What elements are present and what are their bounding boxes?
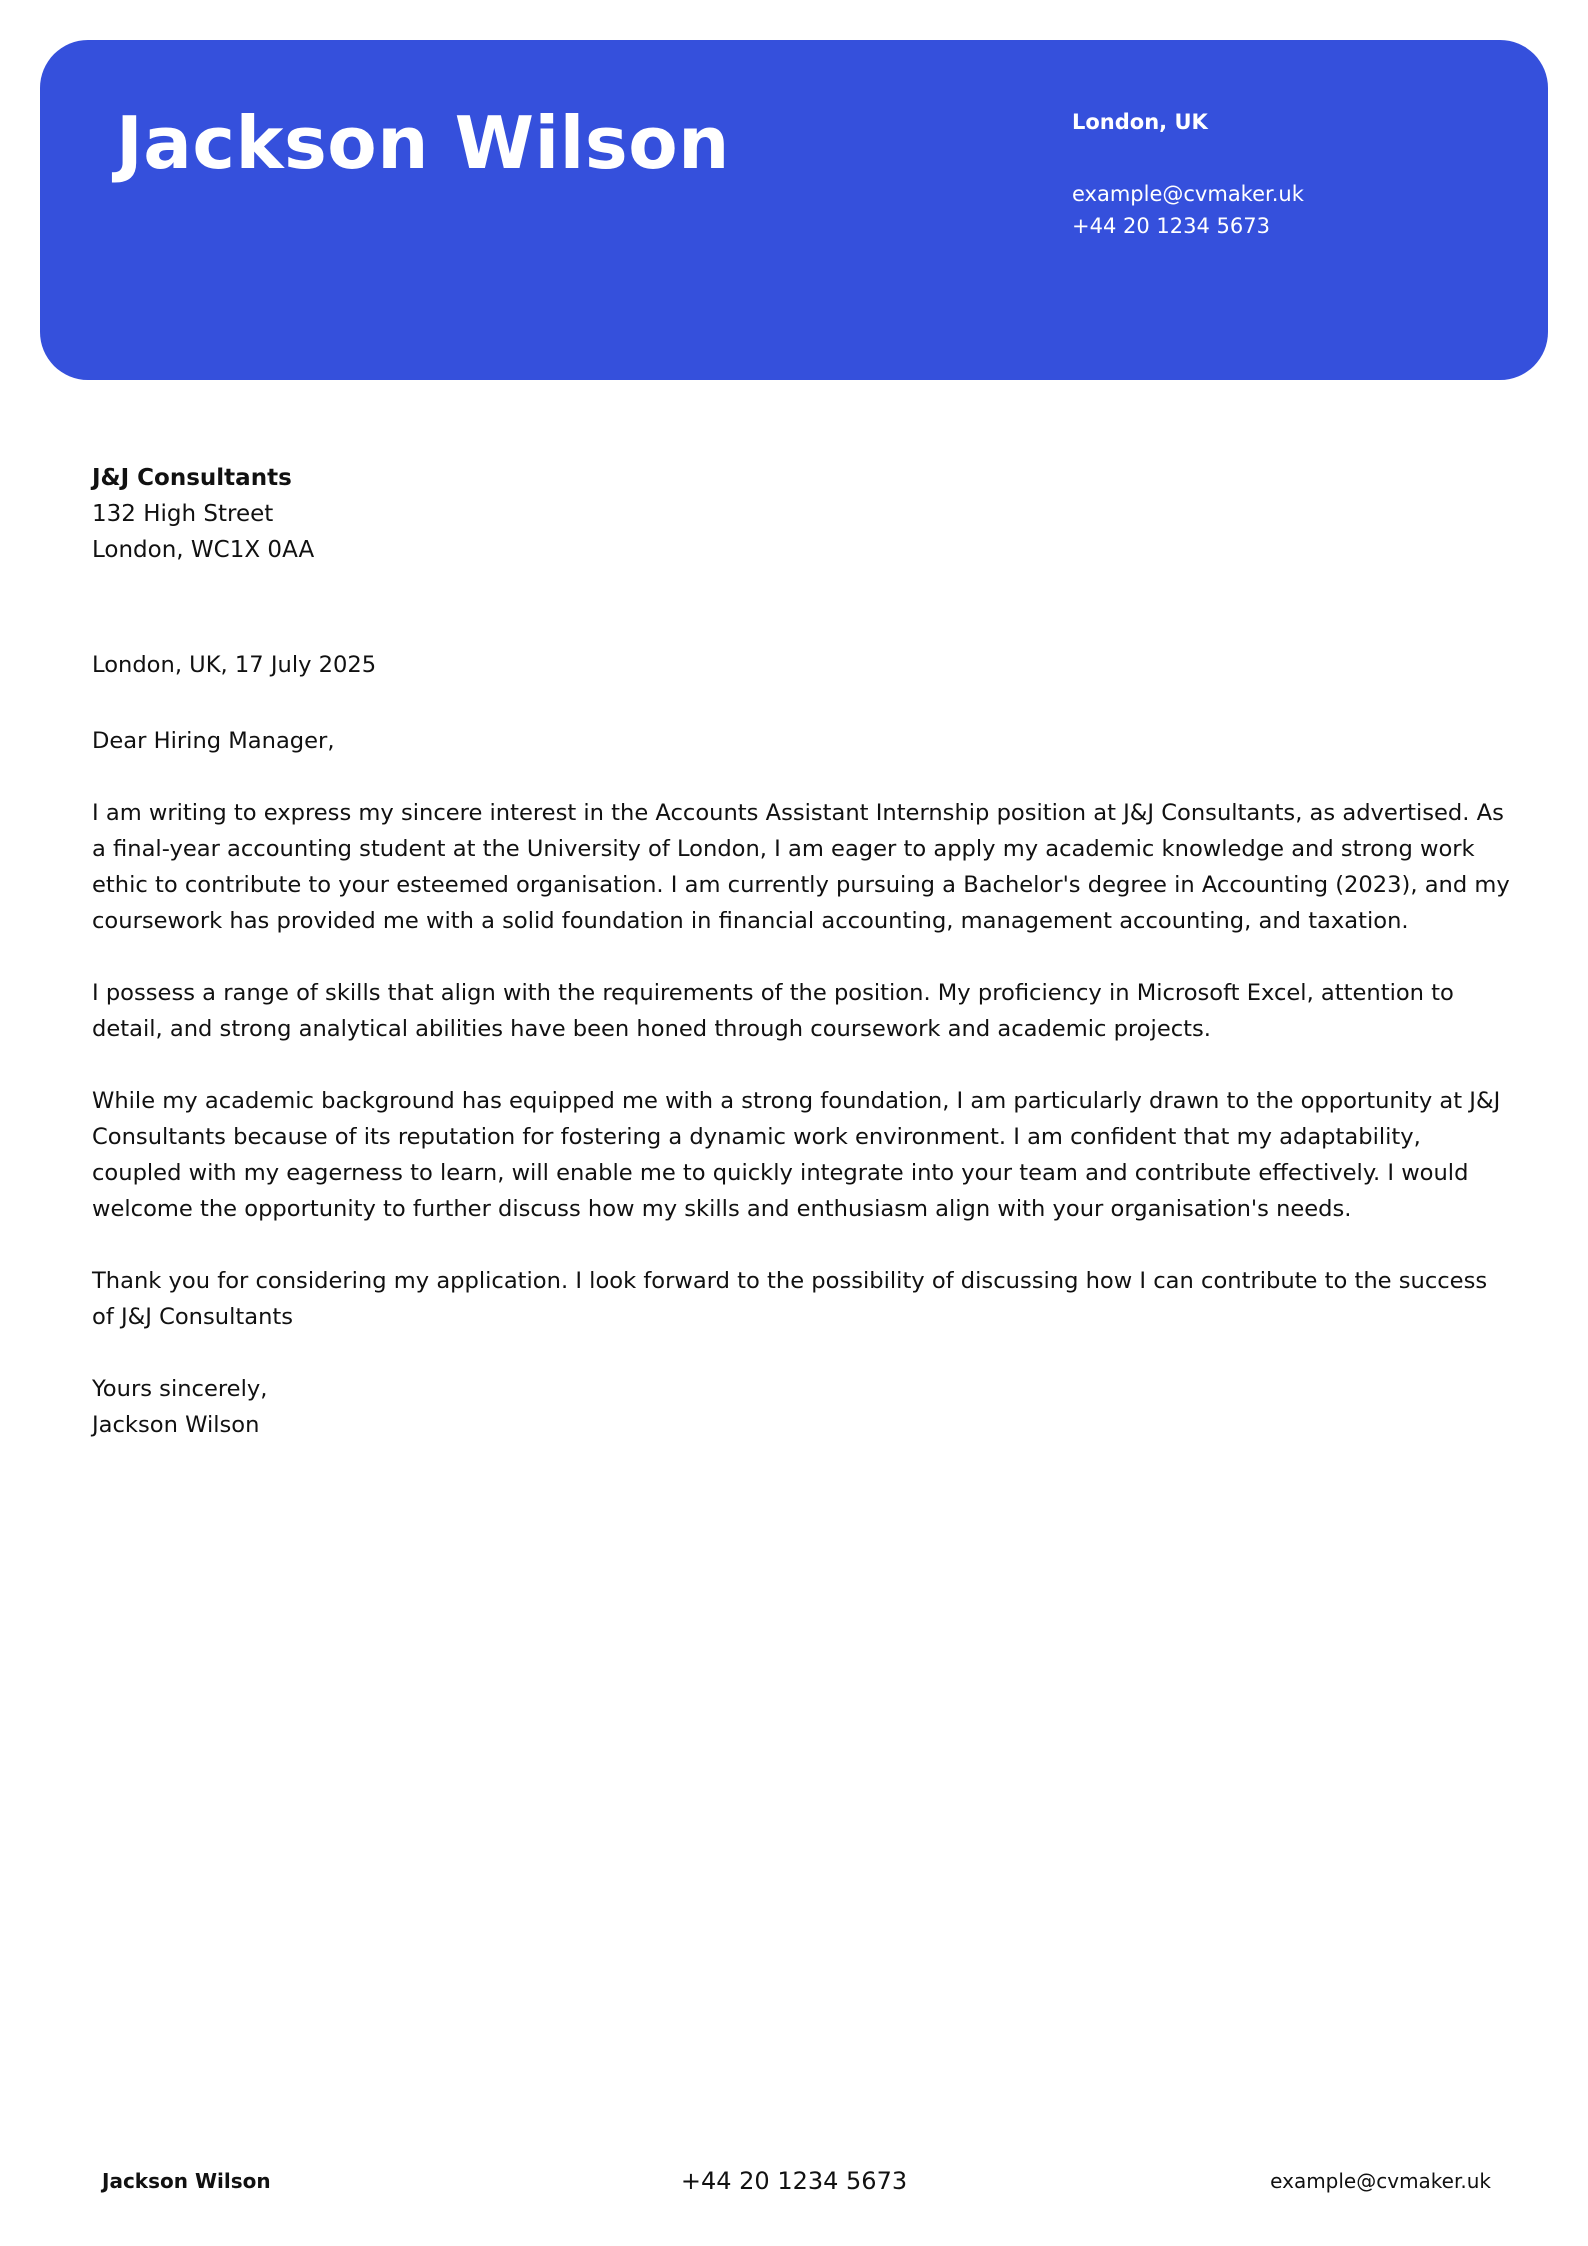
footer-email: example@cvmaker.uk bbox=[1270, 2169, 1491, 2193]
letter-salutation: Dear Hiring Manager, bbox=[92, 728, 335, 754]
header-email: example@cvmaker.uk bbox=[1072, 182, 1304, 206]
letter-paragraph: I possess a range of skills that align with the requirements of the position. My proficiency in Microsoft Excel, attention to detail, and strong analytical abilities have been honed through coursework and academic projects. bbox=[92, 980, 1454, 1042]
recipient-address bbox=[92, 460, 314, 568]
header-contact bbox=[1072, 106, 1304, 242]
letter-body bbox=[92, 647, 1512, 1443]
letter-closing: Yours sincerely, bbox=[92, 1376, 268, 1402]
letter-signature: Jackson Wilson bbox=[92, 1412, 260, 1438]
header-banner bbox=[40, 40, 1548, 380]
header-phone: +44 20 1234 5673 bbox=[1072, 214, 1270, 238]
recipient-company: J&J Consultants bbox=[92, 465, 292, 491]
applicant-name: Jackson Wilson bbox=[116, 101, 730, 185]
page-footer bbox=[0, 2163, 1588, 2203]
letter-paragraph: Thank you for considering my application. I look forward to the possibility of discussing how I can contribute to the success of J&J Consultants bbox=[92, 1268, 1488, 1330]
footer-phone: +44 20 1234 5673 bbox=[680, 2167, 908, 2195]
header-location: London, UK bbox=[1072, 110, 1208, 134]
letter-paragraph: While my academic background has equipped me with a strong foundation, I am particularly drawn to the opportunity at J&J Consultants because of its reputation for fostering a dynamic work environment. I am confident that my adaptability, coupled with my eagerness to learn, will enable me to quickly integrate into your team and contribute effectively. I would welcome the opportunity to further discuss how my skills and enthusiasm align with your organisation's needs. bbox=[92, 1088, 1501, 1222]
footer-name: Jackson Wilson bbox=[102, 2169, 271, 2193]
letter-paragraph: I am writing to express my sincere interest in the Accounts Assistant Internship position at J&J Consultants, as advertised. As a final-year accounting student at the University of London, I am eager to apply my academic knowledge and strong work ethic to contribute to your esteemed organisation. I am currently pursuing a Bachelor's degree in Accounting (2023), and my coursework has provided me with a solid foundation in financial accounting, management accounting, and taxation. bbox=[92, 800, 1510, 934]
recipient-address-line1: 132 High Street bbox=[92, 501, 274, 527]
letter-place-date: London, UK, 17 July 2025 bbox=[92, 652, 377, 678]
recipient-address-line2: London, WC1X 0AA bbox=[92, 537, 315, 563]
